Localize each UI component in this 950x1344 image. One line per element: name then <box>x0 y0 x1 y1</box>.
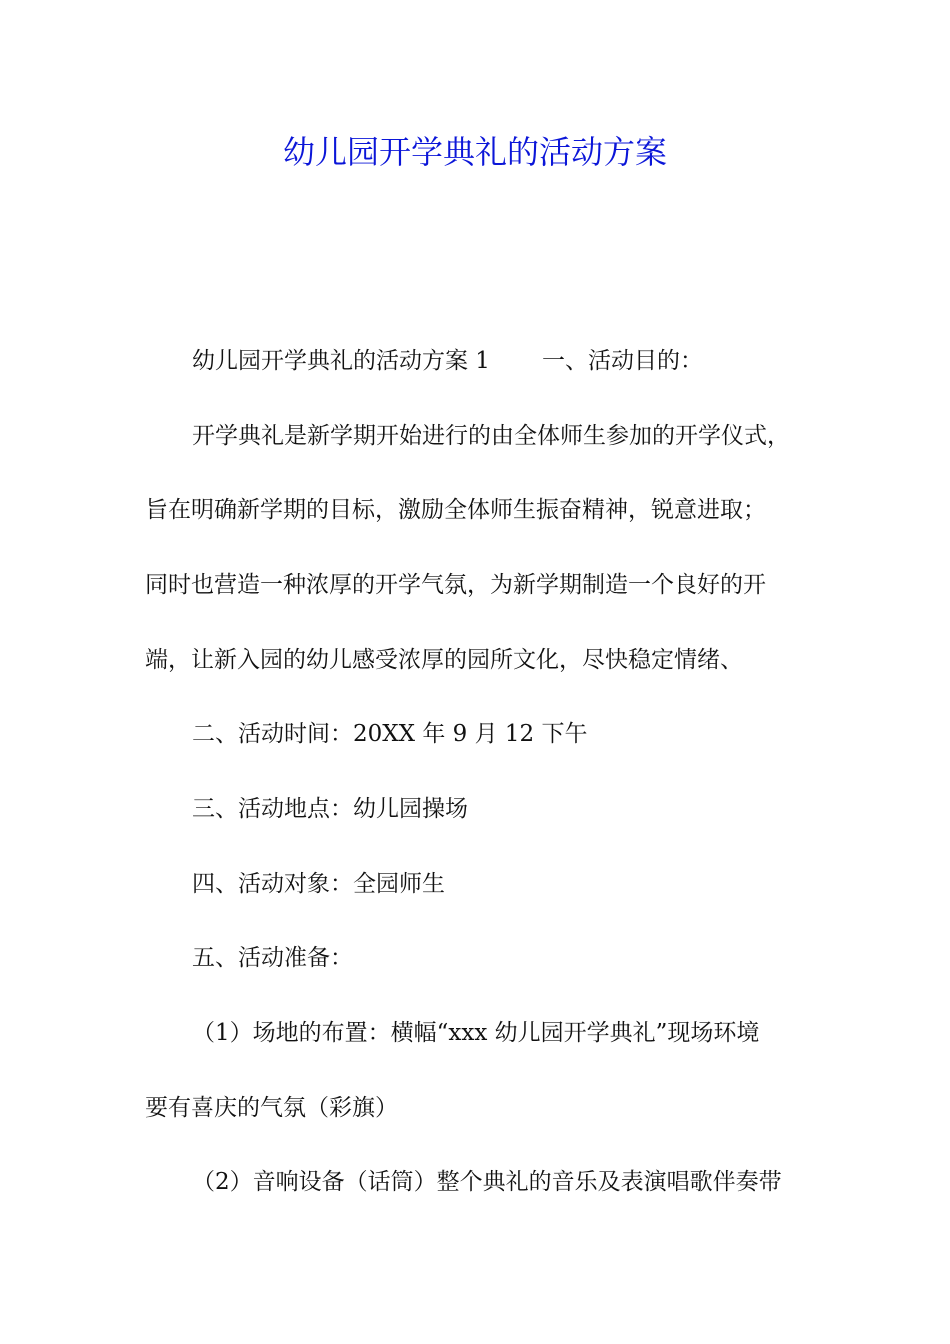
paragraph-line-10: （1）场地的布置：横幅“xxx 幼儿园开学典礼”现场环境 <box>192 1020 760 1046</box>
paragraph-line-11: 要有喜庆的气氛（彩旗） <box>145 1095 398 1121</box>
paragraph-line-12: （2）音响设备（话筒）整个典礼的音乐及表演唱歌伴奏带 <box>192 1169 782 1195</box>
paragraph-line-7: 三、活动地点：幼儿园操场 <box>192 796 468 822</box>
section-heading-purpose: 一、活动目的： <box>541 348 703 374</box>
paragraph-line-6: 二、活动时间：20XX 年 9 月 12 下午 <box>192 721 588 747</box>
section-heading-plan: 幼儿园开学典礼的活动方案 1 <box>192 348 490 374</box>
paragraph-line-2: 开学典礼是新学期开始进行的由全体师生参加的开学仪式， <box>192 423 790 449</box>
paragraph-line-4: 同时也营造一种浓厚的开学气氛，为新学期制造一个良好的开 <box>145 572 766 598</box>
document-title: 幼儿园开学典礼的活动方案 <box>282 133 667 171</box>
paragraph-line-5: 端，让新入园的幼儿感受浓厚的园所文化，尽快稳定情绪、 <box>145 647 743 673</box>
paragraph-line-8: 四、活动对象：全园师生 <box>192 871 445 897</box>
paragraph-line-3: 旨在明确新学期的目标，激励全体师生振奋精神，锐意进取； <box>145 497 766 523</box>
paragraph-line-1 <box>192 341 703 381</box>
paragraph-line-9: 五、活动准备： <box>192 945 353 971</box>
